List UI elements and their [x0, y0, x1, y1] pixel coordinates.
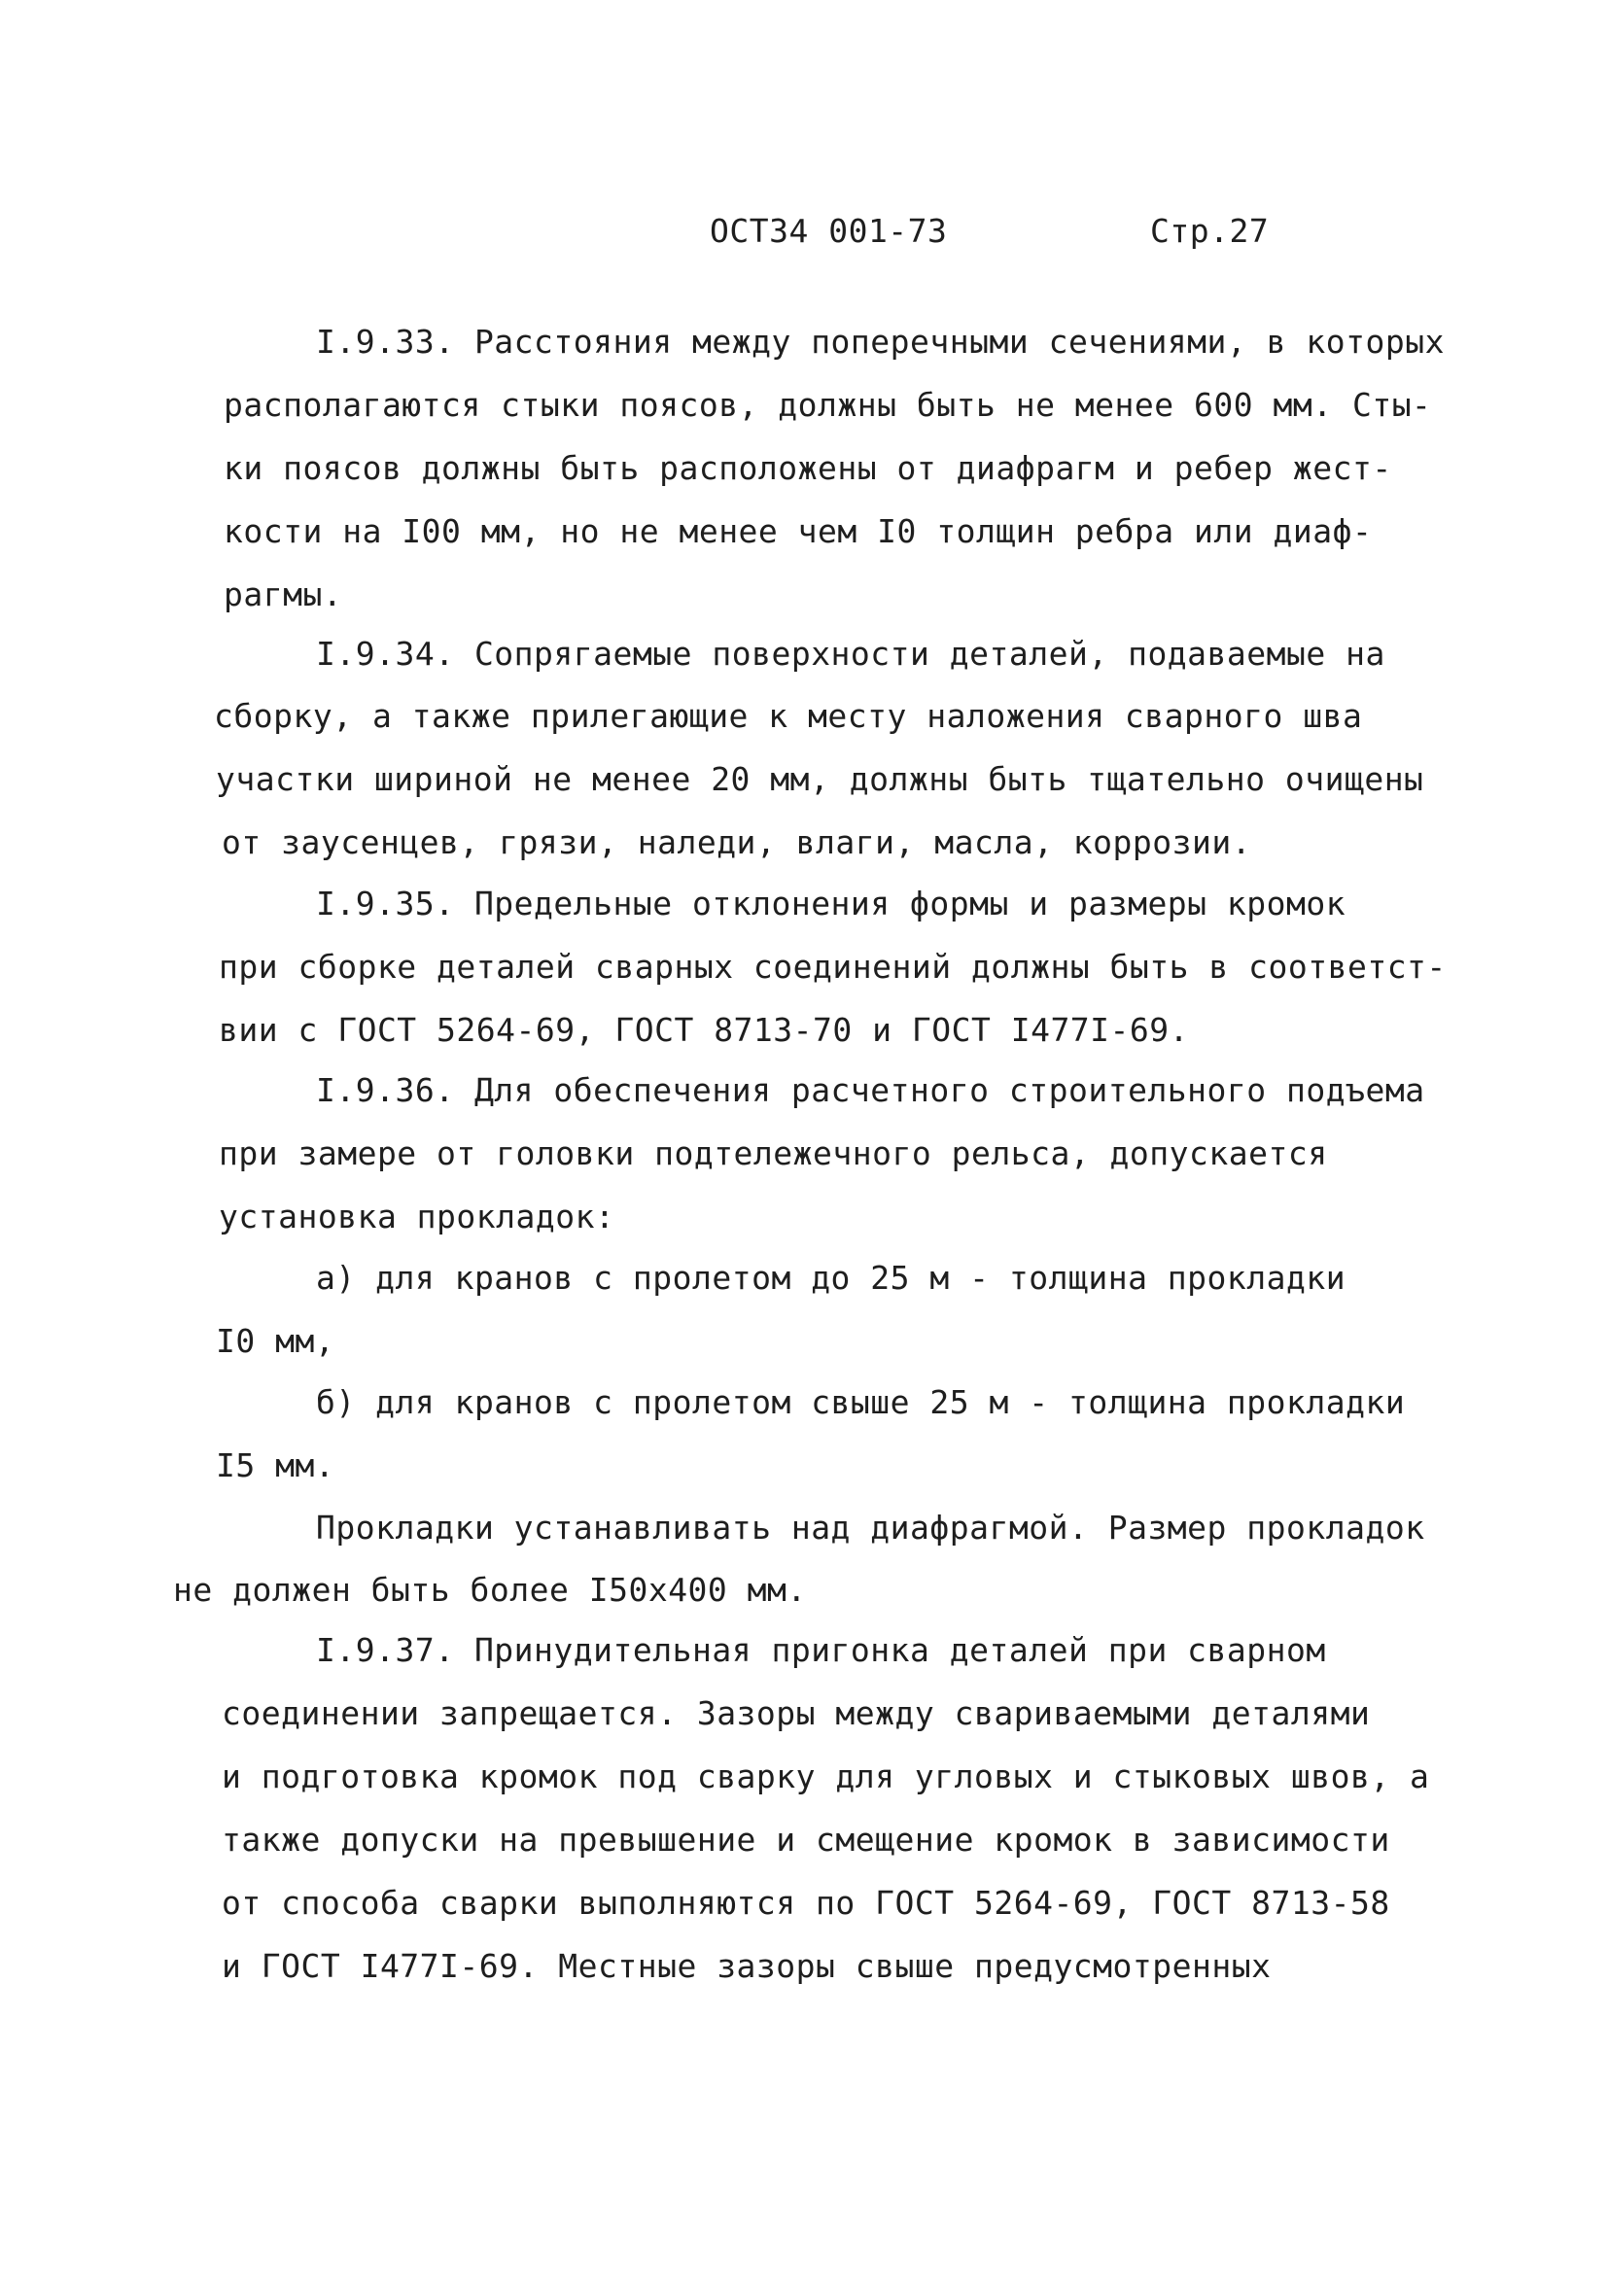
text-line: ки поясов должны быть расположены от диафрагм и ребер жест-	[224, 449, 1392, 487]
text-line: I.9.35. Предельные отклонения формы и размеры кромок	[316, 885, 1346, 922]
text-line: I5 мм.	[216, 1446, 335, 1484]
text-line: I.9.37. Принудительная пригонка деталей при сварном	[316, 1631, 1326, 1669]
text-line: кости на I00 мм, но не менее чем I0 толщин ребра или диаф-	[224, 512, 1373, 550]
text-line: I0 мм,	[216, 1322, 335, 1360]
text-line: не должен быть более I50х400 мм.	[173, 1571, 807, 1609]
text-line: установка прокладок:	[219, 1198, 615, 1235]
text-line: соединении запрещается. Зазоры между свариваемыми деталями	[222, 1694, 1371, 1732]
text-line: располагаются стыки поясов, должны быть не менее 600 мм. Сты-	[224, 386, 1432, 424]
text-line: вии с ГОСТ 5264-69, ГОСТ 8713-70 и ГОСТ I477I-69.	[219, 1011, 1190, 1049]
text-line: I.9.34. Сопрягаемые поверхности деталей, подаваемые на	[316, 635, 1385, 673]
text-line: I.9.36. Для обеспечения расчетного строительного подъема	[316, 1071, 1425, 1109]
text-line: при замере от головки подтележечного рельса, допускается	[219, 1134, 1328, 1172]
text-line: и подготовка кромок под сварку для угловых и стыковых швов, а	[222, 1757, 1430, 1795]
text-line: б) для кранов с пролетом свыше 25 м - толщина прокладки	[316, 1383, 1406, 1421]
text-line: участки шириной не менее 20 мм, должны быть тщательно очищены	[216, 760, 1424, 798]
text-line: и ГОСТ I477I-69. Местные зазоры свыше предусмотренных	[222, 1947, 1272, 1985]
page-number: Стр.27	[1150, 212, 1270, 250]
text-line: также допуски на превышение и смещение кромок в зависимости	[222, 1821, 1390, 1859]
text-line: сборку, а также прилегающие к месту наложения сварного шва	[214, 697, 1363, 735]
text-line: от заусенцев, грязи, наледи, влаги, масла, коррозии.	[222, 823, 1252, 861]
text-line: I.9.33. Расстояния между поперечными сечениями, в которых	[316, 323, 1445, 361]
text-line: а) для кранов с пролетом до 25 м - толщина прокладки	[316, 1259, 1346, 1297]
text-line: рагмы.	[224, 575, 343, 613]
text-line: от способа сварки выполняются по ГОСТ 5264-69, ГОСТ 8713-58	[222, 1884, 1390, 1922]
text-line: при сборке деталей сварных соединений должны быть в соответст-	[219, 948, 1447, 986]
document-code: ОСТ34 001-73	[710, 212, 948, 250]
text-line: Прокладки устанавливать над диафрагмой. Размер прокладок	[316, 1509, 1425, 1547]
